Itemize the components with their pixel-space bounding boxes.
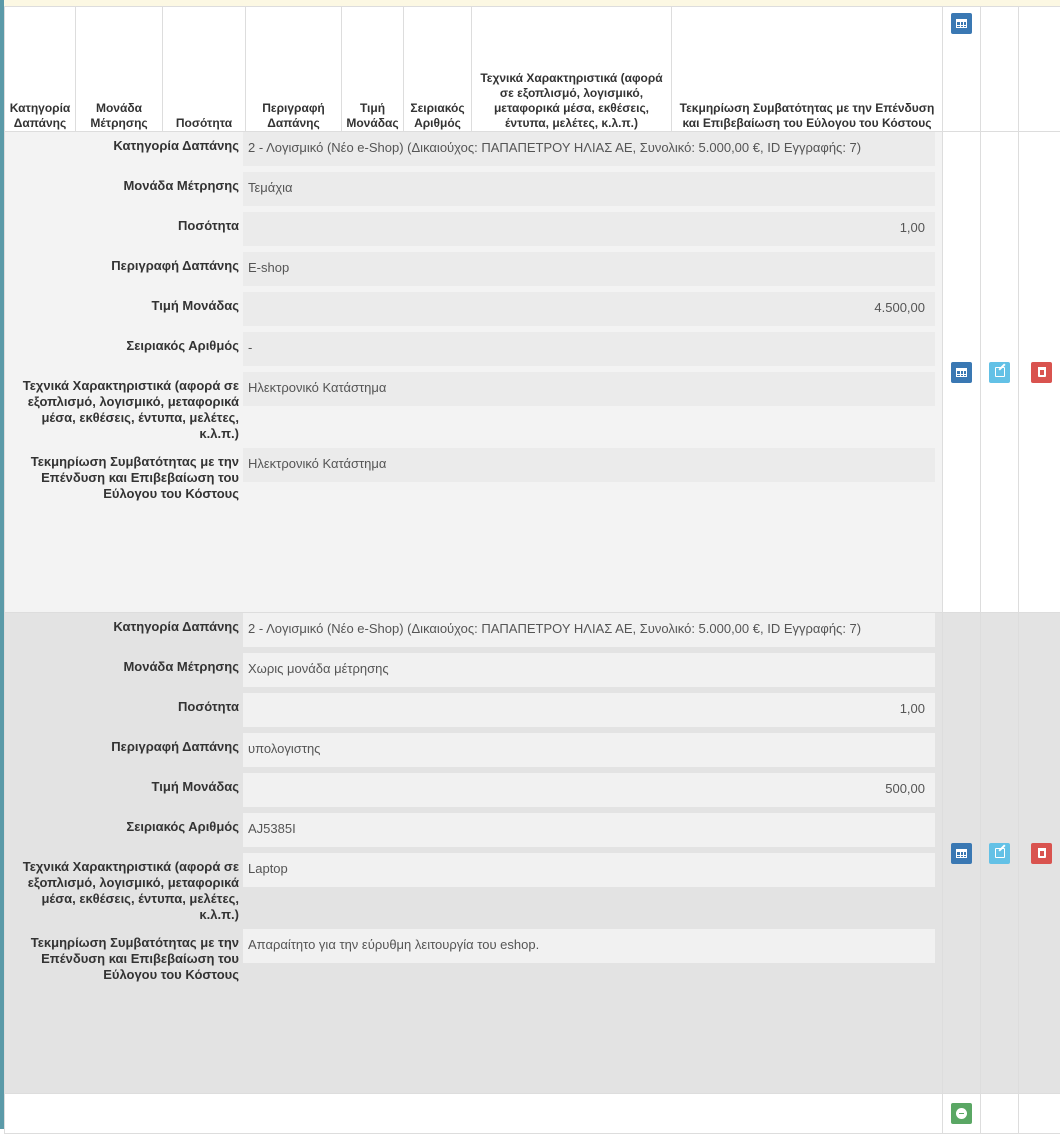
col-header-justification: Τεκμηρίωση Συμβατότητας με την Επένδυση και Επιβεβαίωση του Εύλογου του Κόστους [672,7,943,132]
field-label: Τεχνικά Χαρακτηριστικά (αφορά σε εξοπλισμό, λογισμικό, μεταφορικά μέσα, εκθέσεις, έντυπα, μελέτες, κ.λ.π.) [5,372,243,442]
field-value-quantity: 1,00 [243,212,935,246]
field-value-justification: Απαραίτητο για την εύρυθμη λειτουργία του eshop. [243,929,935,963]
field-unit [5,172,942,206]
table-footer-row [5,1094,1060,1134]
footer-empty-cell [981,1094,1019,1134]
field-unit-price [5,292,942,326]
table-row [5,613,1060,1094]
field-label: Τεκμηρίωση Συμβατότητας με την Επένδυση και Επιβεβαίωση του Εύλογου του Κόστους [5,929,243,983]
field-value-description: E-shop [243,252,935,286]
col-header-serial: Σειριακός Αριθμός [404,7,472,132]
add-circle-icon [956,1108,967,1119]
field-label: Σειριακός Αριθμός [5,813,243,835]
field-quantity [5,693,942,727]
field-label: Τιμή Μονάδας [5,773,243,795]
record-detail [5,613,943,1094]
field-category [5,613,942,647]
field-value-serial: AJ5385I [243,813,935,847]
edit-icon [995,848,1005,858]
field-value-justification: Ηλεκτρονικό Κατάστημα [243,448,935,482]
col-header-description: Περιγραφή Δαπάνης [246,7,342,132]
delete-button[interactable] [1031,362,1052,383]
record-detail [5,132,943,613]
field-label: Περιγραφή Δαπάνης [5,733,243,755]
field-quantity [5,212,942,246]
footer-empty-cell [1019,1094,1060,1134]
field-label: Τεκμηρίωση Συμβατότητας με την Επένδυση και Επιβεβαίωση του Εύλογου του Κόστους [5,448,243,502]
field-description [5,252,942,286]
field-label: Ποσότητα [5,212,243,234]
edit-button[interactable] [989,843,1010,864]
field-label: Κατηγορία Δαπάνης [5,613,243,635]
delete-cell [1019,132,1060,613]
field-value-tech: Laptop [243,853,935,887]
field-value-serial: - [243,332,935,366]
view-cell [943,132,981,613]
field-label: Τιμή Μονάδας [5,292,243,314]
delete-cell [1019,613,1060,1094]
col-header-actions [943,7,981,132]
field-label: Μονάδα Μέτρησης [5,653,243,675]
field-value-unit: Τεμάχια [243,172,935,206]
view-button[interactable] [951,843,972,864]
delete-button[interactable] [1031,843,1052,864]
col-header-unit-price: Τιμή Μονάδας [342,7,404,132]
field-value-unit-price: 4.500,00 [243,292,935,326]
field-category [5,132,942,166]
field-label: Σειριακός Αριθμός [5,332,243,354]
add-row-button[interactable] [951,1103,972,1124]
trash-icon [1038,367,1046,377]
field-label: Περιγραφή Δαπάνης [5,252,243,274]
view-cell [943,613,981,1094]
field-label: Ποσότητα [5,693,243,715]
expenses-table [4,6,1060,1134]
field-unit [5,653,942,687]
field-label: Κατηγορία Δαπάνης [5,132,243,154]
edit-cell [981,613,1019,1094]
field-unit-price [5,773,942,807]
table-row [5,132,1060,613]
field-tech [5,372,942,442]
col-header-empty-1 [981,7,1019,132]
col-header-unit: Μονάδα Μέτρησης [76,7,163,132]
col-header-tech: Τεχνικά Χαρακτηριστικά (αφορά σε εξοπλισμό, λογισμικό, μεταφορικά μέσα, εκθέσεις, έντυπα, μελέτες, κ.λ.π.) [472,7,672,132]
field-value-category: 2 - Λογισμικό (Νέο e-Shop) (Δικαιούχος: ΠΑΠΑΠΕΤΡΟΥ ΗΛΙΑΣ ΑΕ, Συνολικό: 5.000,00 €, ID Εγγραφής: 7) [243,132,935,166]
field-description [5,733,942,767]
col-header-quantity: Ποσότητα [163,7,246,132]
table-icon [956,368,967,377]
field-value-description: υπολογιστης [243,733,935,767]
table-icon [956,19,967,28]
col-header-category: Κατηγορία Δαπάνης [5,7,76,132]
footer-empty-cell [5,1094,943,1134]
field-value-quantity: 1,00 [243,693,935,727]
field-value-unit: Χωρις μονάδα μέτρησης [243,653,935,687]
field-value-category: 2 - Λογισμικό (Νέο e-Shop) (Δικαιούχος: ΠΑΠΑΠΕΤΡΟΥ ΗΛΙΑΣ ΑΕ, Συνολικό: 5.000,00 €, ID Εγγραφής: 7) [243,613,935,647]
field-label: Τεχνικά Χαρακτηριστικά (αφορά σε εξοπλισμό, λογισμικό, μεταφορικά μέσα, εκθέσεις, έντυπα, μελέτες, κ.λ.π.) [5,853,243,923]
field-justification [5,448,942,502]
field-serial [5,332,942,366]
field-label: Μονάδα Μέτρησης [5,172,243,194]
trash-icon [1038,848,1046,858]
table-header-row [5,7,1060,132]
edit-cell [981,132,1019,613]
field-justification [5,929,942,983]
edit-button[interactable] [989,362,1010,383]
edit-icon [995,367,1005,377]
field-value-unit-price: 500,00 [243,773,935,807]
add-cell [943,1094,981,1134]
field-value-tech: Ηλεκτρονικό Κατάστημα [243,372,935,406]
field-tech [5,853,942,923]
view-button[interactable] [951,362,972,383]
table-settings-button[interactable] [951,13,972,34]
field-serial [5,813,942,847]
col-header-empty-2 [1019,7,1060,132]
table-icon [956,849,967,858]
